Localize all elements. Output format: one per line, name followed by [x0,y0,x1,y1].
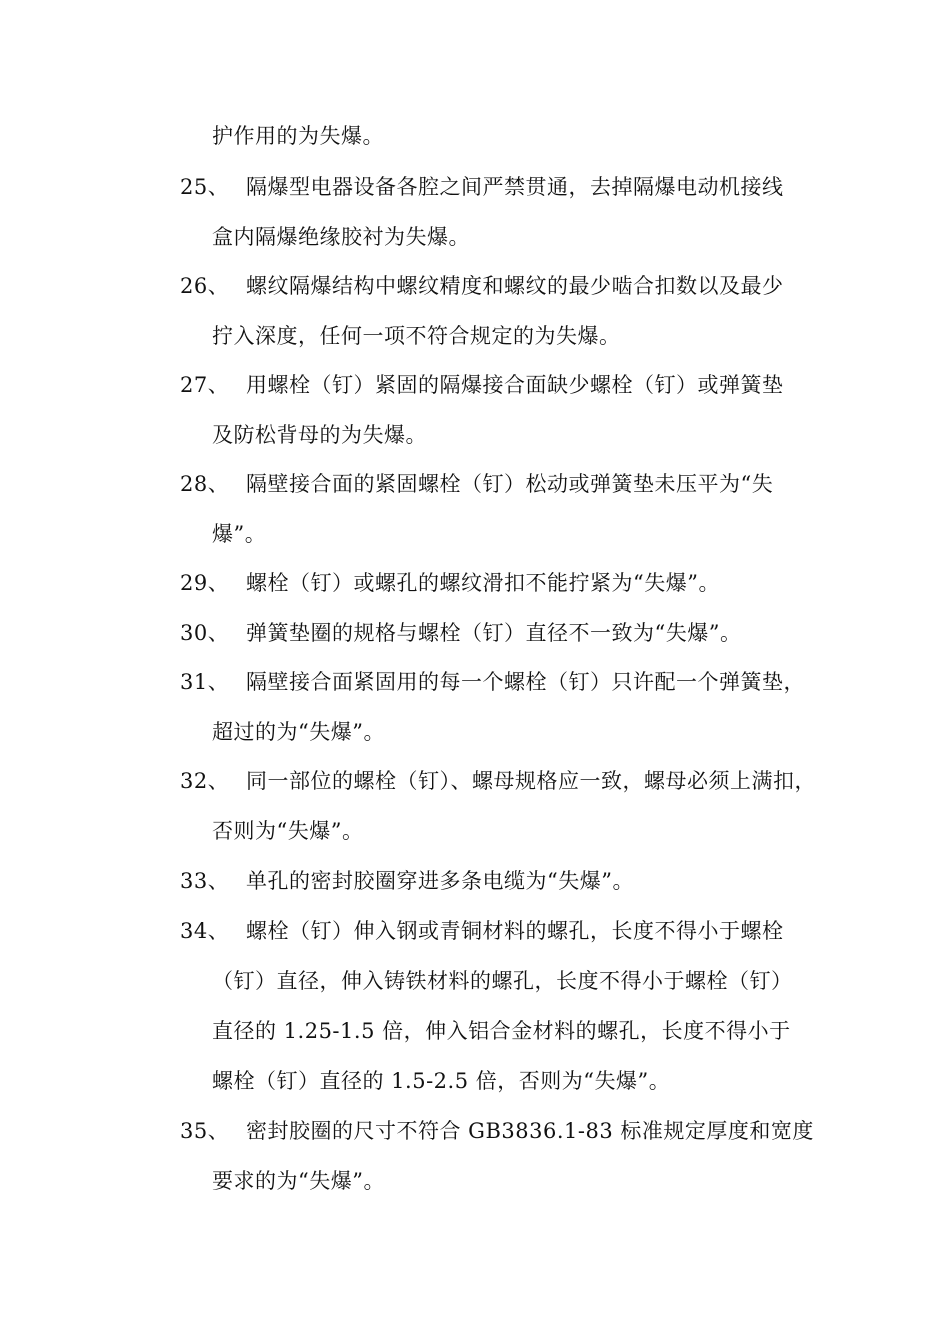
item-text: 隔壁接合面紧固用的每一个螺栓（钉）只许配一个弹簧垫， [246,670,805,694]
item-text-continued: 否则为“失爆”。 [212,819,364,843]
item-text-continued: 及防松背母的为失爆。 [212,423,427,447]
list-item-32 [180,767,816,795]
item-text: 隔爆型电器设备各腔之间严禁贯通，去掉隔爆电动机接线 [246,175,784,199]
item-text: 螺栓（钉）或螺孔的螺纹滑扣不能拧紧为“失爆”。 [246,571,720,595]
list-item-30 [180,619,741,647]
list-item-26 [180,272,784,300]
item-text: 隔壁接合面的紧固螺栓（钉）松动或弹簧垫未压平为“失 [246,472,774,496]
item-text: 单孔的密封胶圈穿进多条电缆为“失爆”。 [246,869,634,893]
list-item-27 [180,371,784,399]
item-text-continued: 直径的 1.25-1.5 倍，伸入铝合金材料的螺孔，长度不得小于 [212,1019,791,1043]
item-number: 25、 [180,175,230,199]
item-number: 26、 [180,274,230,298]
item-text-continued: 拧入深度，任何一项不符合规定的为失爆。 [212,324,621,348]
list-item-33 [180,867,634,895]
list-item-34 [180,917,784,945]
item-text-continued: （钉）直径，伸入铸铁材料的螺孔，长度不得小于螺栓（钉） [212,969,793,993]
list-item-31 [180,668,805,696]
item-number: 32、 [180,769,230,793]
item-text: 弹簧垫圈的规格与螺栓（钉）直径不一致为“失爆”。 [246,621,742,645]
item-text-continued: 要求的为“失爆”。 [212,1169,385,1193]
list-item-28 [180,470,773,498]
list-item-29 [180,569,720,597]
item-number: 35、 [180,1119,230,1143]
item-number: 31、 [180,670,230,694]
item-text: 用螺栓（钉）紧固的隔爆接合面缺少螺栓（钉）或弹簧垫 [246,373,784,397]
item-number: 30、 [180,621,230,645]
item-text-continued: 爆”。 [212,522,267,546]
list-item-35 [180,1117,814,1145]
item-number: 33、 [180,869,230,893]
list-item-25 [180,173,784,201]
item-text-continued: 盒内隔爆绝缘胶衬为失爆。 [212,225,470,249]
item-text: 螺纹隔爆结构中螺纹精度和螺纹的最少啮合扣数以及最少 [246,274,784,298]
item-text: 螺栓（钉）伸入钢或青铜材料的螺孔，长度不得小于螺栓 [246,919,784,943]
item-text-continued: 螺栓（钉）直径的 1.5-2.5 倍，否则为“失爆”。 [212,1069,671,1093]
item-number: 34、 [180,919,230,943]
item-text-continued: 超过的为“失爆”。 [212,720,385,744]
item-number: 29、 [180,571,230,595]
item-text: 同一部位的螺栓（钉）、螺母规格应一致，螺母必须上满扣， [246,769,816,793]
item-number: 27、 [180,373,230,397]
continuation-line: 护作用的为失爆。 [212,124,384,148]
item-text: 密封胶圈的尺寸不符合 GB3836.1-83 标准规定厚度和宽度 [246,1119,814,1143]
item-number: 28、 [180,472,230,496]
